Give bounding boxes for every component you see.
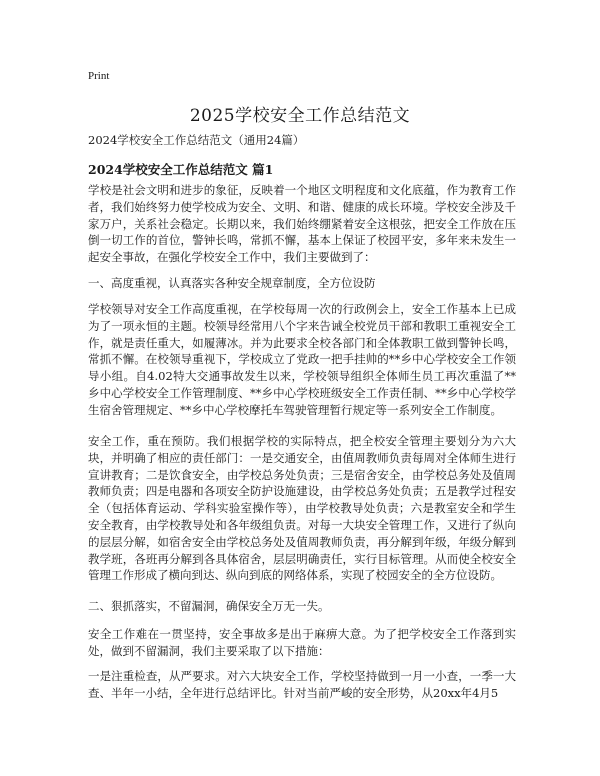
- paragraph-inspection: 一是注重检查，从严要求。对六大块安全工作，学校坚持做到一月一小查，一季一大查、半年一小结，全年进行总结评比。针对当前严峻的安全形势，从20xx年4月5: [88, 669, 516, 700]
- paragraph-implementation: 安全工作难在一贯坚持，安全事故多是出于麻痹大意。为了把学校安全工作落到实处，做到不留漏洞，我们主要采取了以下措施：: [88, 627, 516, 658]
- document-title: 2025学校安全工作总结范文: [189, 106, 411, 126]
- section-heading-2: 二、狠抓落实，不留漏洞，确保安全万无一失。: [88, 599, 330, 613]
- document-subtitle: 2024学校安全工作总结范文（通用24篇）: [88, 133, 305, 147]
- article-heading: 2024学校安全工作总结范文 篇1: [88, 162, 274, 177]
- paragraph-prevention: 安全工作，重在预防。我们根据学校的实际特点，把全校安全管理主要划分为六大块，并明确了相应的责任部门：一是交通安全，由值周教师负责每周对全体师生进行宣讲教育；二是饮食安全，由学校总务处负责；三是宿舍安全，由学校总务处及值周教师负责；四是电器和各项安全防护设施建设，由学校总务处负责；五是教学过程安全（包括体育运动、学科实验室操作等），由学校教导处负责；六是教室安全和学生安全教育，由学校教导处和各年级组负责。对每一大块安全管理工作，又进行了纵向的层层分解，如宿舍安全由学校总务处及值周教师负责，再分解到年级，年级分解到教学班，各班再分解到各具体宿舍，层层明确责任，实行目标管理。从而使全校安全管理工作形成了横向到达、纵向到底的网络体系，实现了校园安全的全方位设防。: [88, 434, 516, 583]
- paragraph-leadership: 学校领导对安全工作高度重视，在学校每周一次的行政例会上，安全工作基本上已成为了一项永恒的主题。校领导经常用八个字来告诫全校党员干部和教职工重视安全工作，就是责任重大，如履薄冰。并为此要求全校各部门和全体教职工做到警钟长鸣，常抓不懈。在校领导重视下，学校成立了党政一把手挂帅的**乡中心学校安全工作领导小组。自4.02特大交通事故发生以来，学校领导组织全体师生员工再次重温了**乡中心学校安全工作管理制度、**乡中心学校班级安全工作责任制、**乡中心学校学生宿舍管理规定、**乡中心学校摩托车驾驶管理暂行规定等一系列安全工作制度。: [88, 302, 516, 417]
- paragraph-intro: 学校是社会文明和进步的象征，反映着一个地区文明程度和文化底蕴，作为教育工作者，我们始终努力使学校成为安全、文明、和谐、健康的成长环境。学校安全涉及千家万户，关系社会稳定。长期以来，我们始终绷紧着安全这根弦，把安全工作放在压倒一切工作的首位，警钟长鸣，常抓不懈，基本上保证了校园平安，多年来未发生一起安全事故，在强化学校安全工作中，我们主要做到了：: [88, 183, 516, 265]
- section-heading-1: 一、高度重视，认真落实各种安全规章制度，全方位设防: [88, 276, 376, 290]
- print-label[interactable]: Print: [88, 70, 110, 82]
